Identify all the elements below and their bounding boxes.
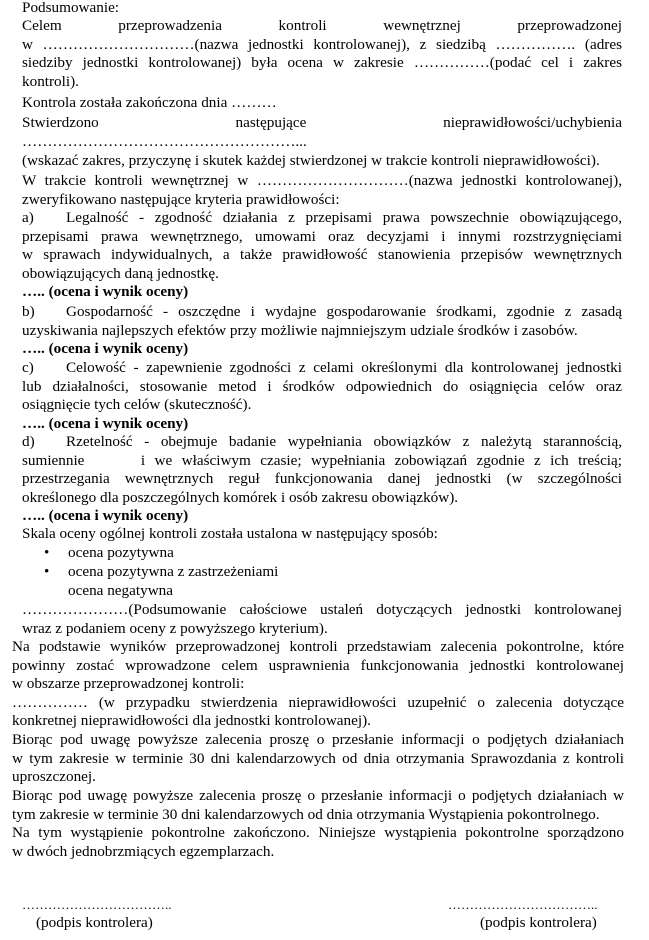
- criterion-a-line-4: obowiązujących daną jednostkę.: [22, 264, 219, 282]
- signature-left: [22, 896, 172, 932]
- intro-line-1: Celem przeprowadzenia kontroli wewnętrznej przeprowadzonej: [22, 17, 622, 34]
- criterion-c-line-1: [22, 359, 622, 378]
- intro-paragraph: [22, 17, 622, 91]
- scale-intro: [22, 525, 622, 544]
- request-post-paragraph: [12, 787, 624, 824]
- closing-paragraph: [12, 824, 624, 861]
- criterion-c-label: c): [22, 359, 34, 376]
- request-post-line-1: Biorąc pod uwagę powyższe zalecenia proszę o przesłanie informacji o podjętych działaniach w: [12, 787, 624, 804]
- scale-option-positive: [44, 544, 174, 563]
- criterion-c-line-3: osiągnięcie tych celów (skuteczność).: [22, 396, 252, 414]
- signature-line: ……………………………..: [22, 897, 172, 912]
- criterion-a: [22, 209, 622, 302]
- findings-line-3: (wskazać zakres, przyczynę i skutek każdej stwierdzonej w trakcie kontroli nieprawidłowości).: [22, 152, 600, 170]
- criterion-b-line-2: uzyskiwania najlepszych efektów przy możliwie najmniejszym udziale środków i zasobów.: [22, 321, 578, 339]
- criterion-a-text-1: Legalność - zgodność działania z przepisami prawa powszechnie obowiązującego,: [66, 209, 622, 226]
- scale-option-label: ocena pozytywna z zastrzeżeniami: [68, 563, 279, 580]
- criterion-d-line-3: przestrzegania wewnętrznych reguł funkcjonowania danej jednostki (w szczególności: [22, 470, 622, 488]
- scale-summary: [22, 601, 622, 638]
- intro-line-4: kontroli).: [22, 72, 79, 90]
- scale-intro-text: Skala oceny ogólnej kontroli została ustalona w następujący sposób:: [22, 525, 438, 542]
- criterion-a-assessment: ….. (ocena i wynik oceny): [22, 283, 189, 301]
- signature-line: ……………………………..: [448, 897, 598, 912]
- intro-line-2: w …………………………(nazwa jednostki kontrolowanej), z siedzibą ……………. (adres: [22, 35, 622, 53]
- recommendations-line-4: …………… (w przypadku stwierdzenia nieprawidłowości uzupełnić o zalecenia dotyczące: [12, 693, 624, 711]
- request-simplified-line-1: Biorąc pod uwagę powyższe zalecenia proszę o przesłanie informacji o podjętych działaniach: [12, 731, 624, 748]
- request-simplified-line-2: w tym zakresie w terminie 30 dni kalendarzowych od dnia otrzymania Sprawozdania z kontroli: [12, 749, 624, 767]
- criterion-d-line-4: określonego dla poszczególnych komórek i osób zakresu obowiązków).: [22, 488, 459, 506]
- criterion-c-text-1: Celowość - zapewnienie zgodności z celami określonymi dla kontrolowanej jednostki: [66, 359, 622, 376]
- signature-label: (podpis kontrolera): [36, 914, 153, 931]
- scale-summary-line-2: wraz z podaniem oceny z powyższego kryterium).: [22, 619, 328, 637]
- request-simplified-line-3: uproszczonej.: [12, 768, 96, 786]
- criterion-a-line-2: przepisami prawa wewnętrznego, umowami oraz decyzjami i innymi rozstrzygnięciami: [22, 227, 622, 245]
- criterion-c: [22, 359, 622, 433]
- closing-line-1: Na tym wystąpienie pokontrolne zakończono. Niniejsze wystąpienia pokontrolne sporządzono: [12, 824, 624, 841]
- scale-option-label: ocena pozytywna: [68, 544, 174, 561]
- criterion-c-assessment: ….. (ocena i wynik oceny): [22, 414, 189, 432]
- bullet-icon: •: [44, 544, 50, 561]
- criterion-b-line-1: [22, 303, 622, 322]
- recommendations-line-3: w obszarze przeprowadzonej kontroli:: [12, 675, 245, 693]
- verified-line-1: W trakcie kontroli wewnętrznej w …………………………(nazwa jednostki kontrolowanej),: [22, 172, 622, 189]
- scale-option-negative: [44, 582, 173, 601]
- completion-date: [22, 94, 622, 113]
- criterion-d-line-1: [22, 433, 622, 452]
- verified-paragraph: [22, 172, 622, 209]
- intro-line-3: siedziby jednostki kontrolowanej) była ocena w zakresie ……………(podać cel i zakres: [22, 54, 622, 72]
- criterion-a-line-1: [22, 209, 622, 228]
- findings-line-1: Stwierdzono następujące nieprawidłowości/uchybienia: [22, 114, 622, 131]
- closing-line-2: w dwóch jednobrzmiących egzemplarzach.: [12, 842, 275, 860]
- findings-paragraph: [22, 114, 622, 171]
- criterion-b-text-1: Gospodarność - oszczędne i wydajne gospodarowanie środkami, zgodnie z zasadą: [66, 303, 622, 320]
- recommendations-line-1: Na podstawie wyników przeprowadzonej kontroli przedstawiam zalecenia pokontrolne, które: [12, 638, 624, 655]
- criterion-d-text-1: Rzetelność - obejmuje badanie wypełniania obowiązków z należytą starannością,: [66, 433, 622, 450]
- criterion-b-label: b): [22, 303, 35, 320]
- scale-summary-line-1: …………………(Podsumowanie całościowe ustaleń dotyczących jednostki kontrolowanej: [22, 601, 622, 618]
- verified-line-2: zweryfikowano następujące kryteria prawidłowości:: [22, 190, 340, 208]
- heading-text: Podsumowanie:: [22, 0, 120, 16]
- request-simplified-paragraph: [12, 731, 624, 787]
- criterion-d: [22, 433, 622, 526]
- signature-right: [448, 896, 598, 932]
- recommendations-line-2: powinny zostać wprowadzone celem usprawnienia funkcjonowania jednostki kontrolowanej: [12, 656, 624, 674]
- request-post-line-2: tym zakresie w terminie 30 dni kalendarzowych od dnia otrzymania Wystąpienia pokontrolnego.: [12, 805, 600, 823]
- criterion-a-line-3: w sprawach indywidualnych, a także prawidłowość stanowienia przepisów wewnętrznych: [22, 246, 622, 264]
- recommendations-paragraph: [12, 638, 624, 731]
- recommendations-line-5: konkretnej nieprawidłowości dla jednostki kontrolowanej).: [12, 712, 371, 730]
- completion-text: Kontrola została zakończona dnia ………: [22, 94, 277, 111]
- criterion-c-line-2: lub działalności, stosowanie metod i środków odpowiednich do osiągnięcia celów oraz: [22, 377, 622, 395]
- bullet-icon: •: [44, 563, 50, 580]
- scale-option-positive-reservations: [44, 563, 278, 582]
- criterion-b: [22, 303, 622, 359]
- criterion-d-label: d): [22, 433, 35, 450]
- scale-option-label: ocena negatywna: [68, 582, 173, 599]
- criterion-a-label: a): [22, 209, 34, 226]
- summary-heading: [22, 0, 622, 18]
- criterion-d-assessment: ….. (ocena i wynik oceny): [22, 507, 189, 525]
- signature-label: (podpis kontrolera): [480, 914, 597, 931]
- criterion-b-assessment: ….. (ocena i wynik oceny): [22, 340, 189, 358]
- findings-line-2: ………………………………………………...: [22, 132, 307, 150]
- criterion-d-line-2: sumiennie i we właściwym czasie; wypełniania zobowiązań zgodnie z ich treścią;: [22, 451, 622, 469]
